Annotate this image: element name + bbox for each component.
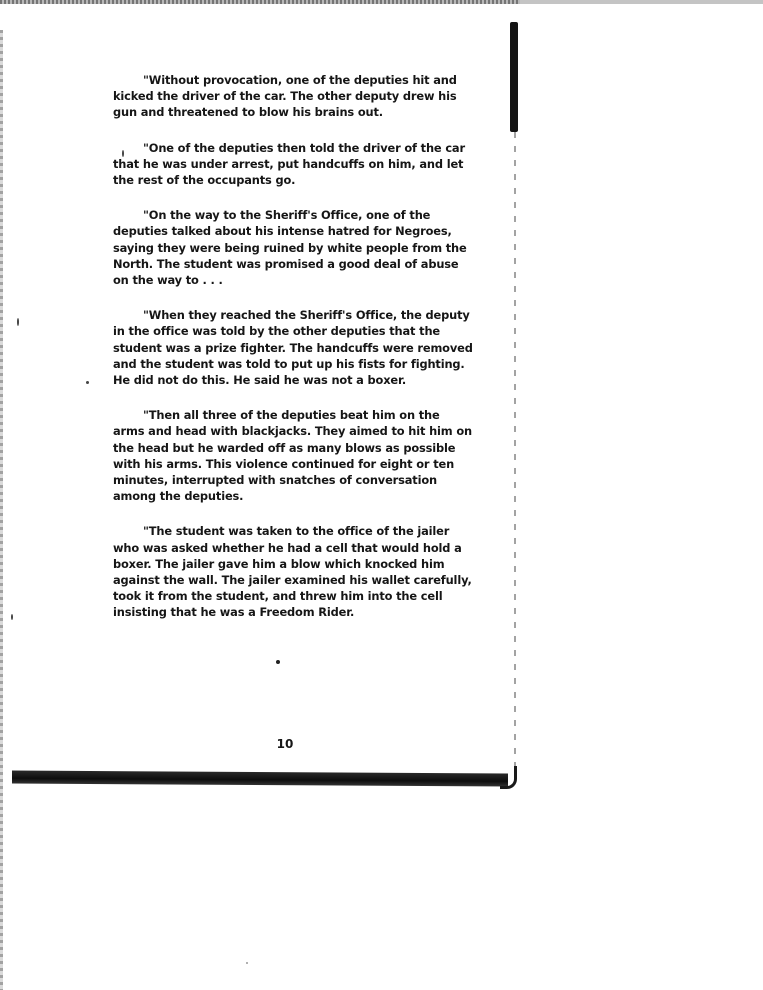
scan-bottom-shadow-bar: [12, 770, 508, 786]
scan-left-edge: [0, 30, 3, 990]
scan-speck: [276, 660, 280, 664]
scan-speck: [11, 614, 13, 620]
scan-top-edge-right: [520, 0, 763, 4]
paragraph: "The student was taken to the office of the jailer who was asked whether he had a cell that would hold a boxer. The jailer gave him a blow which knocked him against the wall. The jailer examined his wallet carefully, took it from the student, and threw him into the cell insisting that he was a Freedom Rider.: [113, 524, 472, 620]
paragraph: "When they reached the Sheriff's Office, the deputy in the office was told by the other deputies that the student was a prize fighter. The handcuffs were removed and the student was told to put up his fists for fighting. He did not do this. He said he was not a boxer.: [113, 308, 473, 388]
paragraph: "On the way to the Sheriff's Office, one of the deputies talked about his intense hatred for Negroes, saying they were being ruined by white people from the North. The student was promised a good deal of abuse on the way to . . .: [113, 208, 467, 288]
binding-spine-mark: [510, 22, 518, 132]
scan-speck: [246, 962, 248, 964]
paragraph: "Then all three of the deputies beat him on the arms and head with blackjacks. They aimed to hit him on the head but he warded off as many blows as possible with his arms. This violence continued for eight or ten minutes, interrupted with snatches of conversation among the deputies.: [113, 408, 472, 504]
scan-top-edge: [0, 0, 520, 4]
scan-speck: [86, 381, 89, 384]
paragraph: "One of the deputies then told the driver of the car that he was under arrest, put handcuffs on him, and let the rest of the occupants go.: [113, 140, 465, 188]
scan-page-curl: [500, 766, 517, 789]
binding-spine-line: [514, 132, 516, 772]
document-body: [113, 72, 473, 640]
page-number: 10: [276, 737, 294, 751]
scan-speck: [17, 318, 19, 326]
paragraph: "Without provocation, one of the deputies hit and kicked the driver of the car. The other deputy drew his gun and threatened to blow his brains out.: [113, 73, 457, 120]
